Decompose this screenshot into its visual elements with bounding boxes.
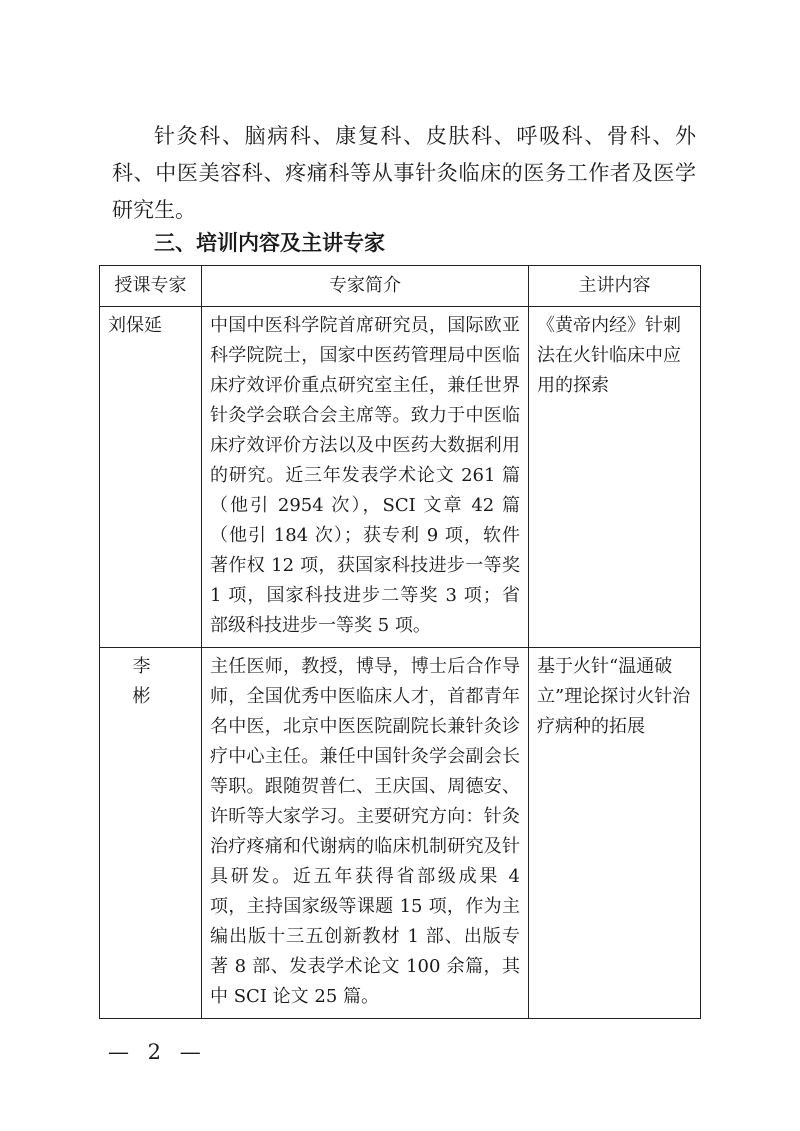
expert-table [99,265,701,1019]
expert-name: 李 彬 [100,648,202,1019]
header-topic: 主讲内容 [529,266,701,307]
expert-name: 刘保延 [100,307,202,648]
header-expert: 授课专家 [100,266,202,307]
lecture-topic: 基于火针“温通破立”理论探讨火针治疗病种的拓展 [529,648,701,1019]
section-heading: 三、培训内容及主讲专家 [154,231,385,255]
table-header-row [100,266,701,307]
expert-bio: 主任医师，教授，博导，博士后合作导师，全国优秀中医临床人才，首都青年名中医，北京中医医院副院长兼针灸诊疗中心主任。兼任中国针灸学会副会长等职。跟随贺普仁、王庆国、周德安、许昕等大家学习。主要研究方向：针灸治疗疼痛和代谢病的临床机制研究及针具研发。近五年获得省部级成果 4 项，主持国家级等课题 15 项，作为主编出版十三五创新教材 1 部、出版专著 8 部、发表学术论文 100 余篇，其中 SCI 论文 25 篇。 [202,648,529,1019]
lecture-topic: 《黄帝内经》针刺法在火针临床中应用的探索 [529,307,701,648]
table-row [100,648,701,1019]
page-number: — 2 — [108,1040,207,1064]
intro-paragraph: 针灸科、脑病科、康复科、皮肤科、呼吸科、骨科、外科、中医美容科、疼痛科等从事针灸临床的医务工作者及医学研究生。 [112,124,696,222]
header-bio: 专家简介 [202,266,529,307]
expert-bio: 中国中医科学院首席研究员，国际欧亚科学院院士，国家中医药管理局中医临床疗效评价重点研究室主任，兼任世界针灸学会联合会主席等。致力于中医临床疗效评价方法以及中医药大数据利用的研究。近三年发表学术论文 261 篇（他引 2954 次），SCI 文章 42 篇（他引 184 次）；获专利 9 项，软件著作权 12 项，获国家科技进步一等奖 1 项，国家科技进步二等奖 3 项；省部级科技进步一等奖 5 项。 [202,307,529,648]
table-row [100,307,701,648]
